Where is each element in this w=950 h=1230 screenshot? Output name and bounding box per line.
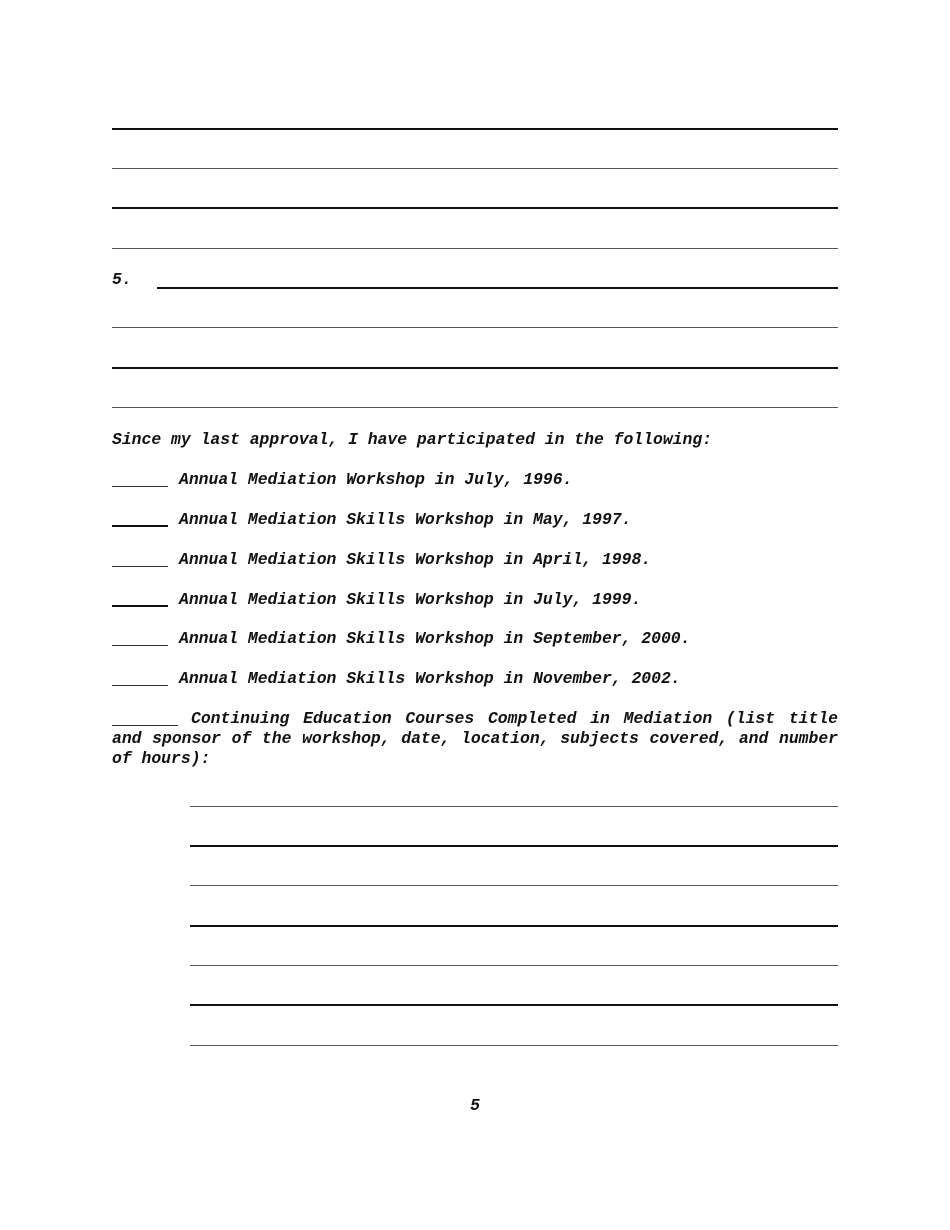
answer-line[interactable] xyxy=(112,128,838,130)
workshop-label: Annual Mediation Skills Workshop in September, 2000. xyxy=(179,629,691,648)
continuing-education-label: Continuing Education Courses Completed in Mediation (list title and sponsor of the workshop, date, location, subjects covered, and number of hours): xyxy=(112,709,838,768)
workshop-item xyxy=(112,669,681,689)
workshop-label: Annual Mediation Skills Workshop in April, 1998. xyxy=(179,550,652,569)
workshop-item xyxy=(112,550,651,570)
answer-line[interactable] xyxy=(112,367,838,369)
course-answer-line[interactable] xyxy=(190,1004,838,1006)
checkmark-blank[interactable] xyxy=(112,725,178,726)
course-answer-line[interactable] xyxy=(190,845,838,847)
course-answer-line[interactable] xyxy=(190,965,838,966)
checkmark-blank[interactable] xyxy=(112,685,168,686)
workshop-label: Annual Mediation Skills Workshop in November, 2002. xyxy=(179,669,681,688)
checkmark-blank[interactable] xyxy=(112,525,168,527)
workshop-label: Annual Mediation Skills Workshop in July, 1999. xyxy=(179,590,642,609)
course-answer-line[interactable] xyxy=(190,806,838,807)
workshop-item xyxy=(112,510,631,530)
answer-line[interactable] xyxy=(112,327,838,328)
checkmark-blank[interactable] xyxy=(112,605,168,607)
answer-line[interactable] xyxy=(112,248,838,249)
participation-intro: Since my last approval, I have participated in the following: xyxy=(112,430,712,449)
workshop-label: Annual Mediation Workshop in July, 1996. xyxy=(179,470,573,489)
workshop-item xyxy=(112,590,641,610)
continuing-education-item xyxy=(112,709,838,769)
answer-line[interactable] xyxy=(112,207,838,209)
checkmark-blank[interactable] xyxy=(112,566,168,567)
checkmark-blank[interactable] xyxy=(112,645,168,646)
workshop-label: Annual Mediation Skills Workshop in May, 1997. xyxy=(179,510,632,529)
course-answer-line[interactable] xyxy=(190,925,838,927)
page-number: 5 xyxy=(470,1096,480,1115)
answer-line[interactable] xyxy=(112,407,838,408)
workshop-item xyxy=(112,629,690,649)
course-answer-line[interactable] xyxy=(190,885,838,886)
answer-line[interactable] xyxy=(112,168,838,169)
workshop-item xyxy=(112,470,572,490)
checkmark-blank[interactable] xyxy=(112,486,168,487)
item-number: 5. xyxy=(112,270,132,289)
course-answer-line[interactable] xyxy=(190,1045,838,1046)
answer-line[interactable] xyxy=(157,287,838,289)
